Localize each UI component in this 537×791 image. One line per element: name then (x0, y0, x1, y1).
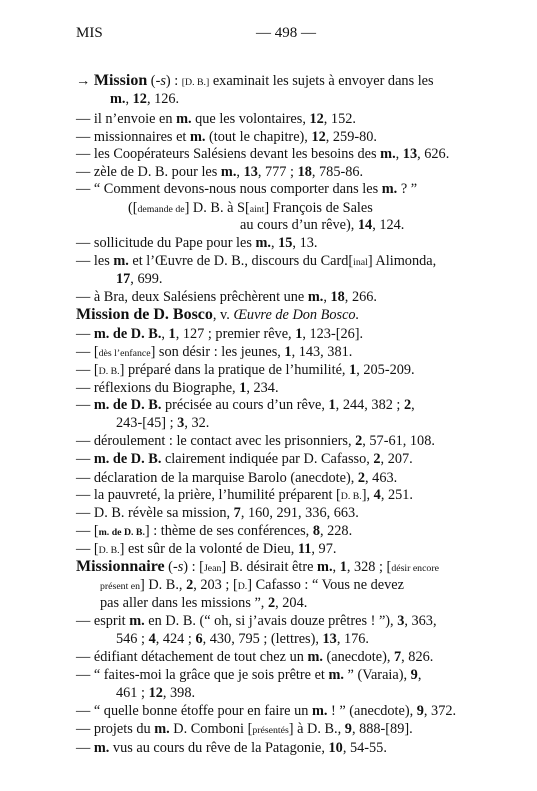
entry-text: 13 (322, 631, 337, 647)
page-number: — 498 — (256, 25, 316, 41)
entry-text: -s (155, 73, 166, 89)
entry-text: ] Alimonda, (367, 253, 437, 269)
entry-text: m. de D. B. (93, 397, 162, 413)
entry-text: ] B. désirait être (221, 559, 318, 575)
entry-dash: — (76, 523, 94, 539)
entry-text: , 777 ; (257, 164, 298, 180)
entry-text: m. (129, 613, 145, 629)
entry-text: 461 ; (116, 685, 149, 701)
entry-text: à Bra, deux Salésiens prêchèrent une (93, 289, 308, 305)
entry-text: ] est sûr de la volonté de Dieu, (119, 541, 298, 557)
entry-line (76, 234, 317, 252)
entry-text: [D. B.] (181, 77, 210, 88)
entry-dash: — (76, 433, 94, 449)
entry-dash: — (76, 541, 94, 557)
entry-text: , (332, 559, 340, 575)
entry-text: et l’Œuvre de D. B., discours du Card[ (128, 253, 354, 269)
entry-text: , (411, 397, 415, 413)
running-head: MIS (76, 25, 103, 41)
entry-line (76, 110, 356, 128)
entry-text: , 204. (275, 595, 308, 611)
entry-text: “ faites-moi la grâce que je sois prêtre et (93, 667, 329, 683)
entry-text: , 826. (401, 649, 434, 665)
entry-text: 1 (295, 326, 303, 342)
entry-text: , 463. (365, 470, 398, 486)
entry-text: ], (361, 487, 374, 503)
entry-line (100, 594, 307, 612)
entry-text: ( (147, 73, 156, 89)
entry-line (110, 90, 179, 108)
entry-text: , 160, 291, 336, 663. (240, 505, 359, 521)
entry-dash: — (76, 235, 94, 251)
entry-dash: — (76, 451, 94, 467)
entry-text: , 152. (323, 111, 356, 127)
entry-dash: — (76, 613, 94, 629)
entry-line (76, 361, 415, 381)
entry-line (76, 540, 336, 560)
entry-text: 1 (349, 362, 357, 378)
entry-text: que les volontaires, (191, 111, 310, 127)
entry-text: m. (380, 146, 396, 162)
entry-dash: — (76, 487, 94, 503)
entry-text: dès l’enfance (98, 348, 151, 359)
entry-text: 18 (330, 289, 345, 305)
entry-text: m. de D. B. (93, 326, 162, 342)
entry-text: , (236, 164, 244, 180)
entry-text: D. B. révèle sa mission, (93, 505, 234, 521)
entry-line (76, 612, 437, 630)
entry-text: 9 (416, 703, 424, 719)
entry-text: 2 (267, 595, 276, 611)
entry-text: missionnaires et (93, 129, 190, 145)
entry-line (76, 396, 415, 414)
entry-text: , 424 ; (155, 631, 196, 647)
entry-text: ? ” (397, 181, 418, 197)
entry-text: , 205-209. (356, 362, 415, 378)
entry-text: Mission (93, 72, 148, 89)
entry-dash: — (76, 397, 94, 413)
entry-text: 1 (168, 326, 176, 342)
entry-text: les (93, 253, 114, 269)
entry-text: 12 (309, 111, 324, 127)
entry-text: précisée au cours d’un rêve, (161, 397, 329, 413)
entry-line (76, 432, 435, 450)
entry-text: “ Comment devons-nous nous comporter dans les (93, 181, 382, 197)
entry-text: 9 (344, 721, 352, 737)
entry-text: déclaration de la marquise Barolo (anecdote), (93, 470, 358, 486)
entry-text: 4 (373, 487, 381, 503)
entry-text: 1 (339, 559, 347, 575)
entry-line (76, 306, 359, 324)
entry-text: , (125, 91, 133, 107)
entry-text: , 266. (344, 289, 377, 305)
entry-line (76, 379, 279, 397)
entry-text: 1 (328, 397, 336, 413)
entry-text: ] François de Sales (264, 200, 373, 216)
entry-text: , 207. (380, 451, 413, 467)
entry-text: , (417, 667, 422, 683)
entry-text: , 259-80. (325, 129, 377, 145)
entry-text: 2 (355, 433, 363, 449)
entry-text: 7 (233, 505, 241, 521)
entry-text: en D. B. (“ oh, si j’avais douze prêtres ! ”), (144, 613, 398, 629)
entry-text: m. (328, 667, 344, 683)
entry-line (116, 270, 162, 288)
entry-line (76, 648, 433, 666)
entry-text: , 372. (423, 703, 457, 719)
entry-text: , 430, 795 ; (lettres), (202, 631, 323, 647)
entry-dash: — (76, 362, 94, 378)
entry-text: Mission de D. Bosco (76, 306, 213, 323)
entry-dash: — (76, 505, 94, 521)
entry-text: m. de D. B. (98, 527, 145, 538)
entry-text: 17 (116, 271, 131, 287)
entry-text: demande de (137, 204, 185, 215)
entry-text: ! ” (anecdote), (327, 703, 417, 719)
entry-text: , 398. (162, 685, 196, 701)
entry-dash: — (76, 703, 94, 719)
entry-text: 2 (357, 470, 366, 486)
entry-text: au cours d’un rêve), (240, 217, 358, 233)
entry-text: , 328 ; [ (346, 559, 392, 575)
entry-text: , 363, (404, 613, 437, 629)
entry-text: réflexions du Biographe, (93, 380, 240, 396)
entry-line (240, 216, 404, 234)
entry-text: , 54-55. (342, 740, 387, 756)
entry-dash: — (76, 111, 94, 127)
entry-line (76, 252, 436, 272)
entry-text: 7 (393, 649, 402, 665)
entry-text: -s (172, 559, 184, 575)
entry-dash: — (76, 344, 94, 360)
entry-text: 3 (177, 415, 185, 431)
entry-line (76, 702, 456, 720)
entry-text: m. (381, 181, 398, 197)
entry-text: [ (93, 523, 99, 539)
entry-text: “ quelle bonne étoffe pour en faire un (93, 703, 312, 719)
entry-text: , 123-[26]. (302, 326, 364, 342)
entry-text: la pauvreté, la prière, l’humilité préparent [ (93, 487, 341, 503)
entry-line (76, 720, 413, 740)
entry-text: , 699. (130, 271, 163, 287)
entry-text: , 32. (184, 415, 210, 431)
entry-text: , 143, 381. (291, 344, 353, 360)
entry-text: , 57-61, 108. (362, 433, 435, 449)
entry-text: , 251. (380, 487, 413, 503)
entry-text: D. (237, 581, 248, 592)
entry-text: 18 (297, 164, 312, 180)
entry-text: clairement indiquée par D. Cafasso, (161, 451, 374, 467)
entry-dash: — (76, 721, 94, 737)
entry-text: aint (249, 204, 265, 215)
entry-text: , 126. (146, 91, 180, 107)
entry-text: m. (307, 289, 324, 305)
entry-text: 12 (148, 685, 163, 701)
entry-text: [ (93, 362, 99, 378)
entry-text: 12 (311, 129, 326, 145)
entry-text: ] D. B. à S[ (184, 200, 250, 216)
entry-text: , 124. (372, 217, 405, 233)
entry-text: , 176. (336, 631, 369, 647)
entry-line (76, 522, 352, 542)
entry-text: , 244, 382 ; (335, 397, 404, 413)
entry-text: ] Cafasso : “ Vous ne devez (247, 577, 404, 593)
entry-line (76, 163, 363, 181)
entry-line (116, 414, 209, 432)
entry-line (76, 343, 352, 363)
entry-text: 11 (297, 541, 312, 557)
entry-text: , 785-86. (311, 164, 364, 180)
entry-line (76, 288, 377, 306)
entry-dash: — (76, 289, 94, 305)
entry-line (76, 450, 413, 468)
entry-text: déroulement : le contact avec les prisonniers, (93, 433, 356, 449)
entry-text: , (161, 326, 169, 342)
entry-text: ) : (165, 73, 182, 89)
entry-text: D. B. (98, 366, 120, 377)
entry-text: 2 (403, 397, 412, 413)
entry-line (76, 145, 449, 163)
entry-text: Missionnaire (76, 558, 165, 575)
entry-text: inal (353, 257, 368, 268)
entry-text: , 13. (292, 235, 318, 251)
entry-text: [ (93, 541, 99, 557)
entry-text: (anecdote), (322, 649, 394, 665)
entry-text: , 97. (311, 541, 337, 557)
entry-line (76, 666, 421, 684)
entry-text: ) : [ (183, 559, 204, 575)
entry-text: ] : thème de ses conférences, (144, 523, 313, 539)
entry-text: , 234. (246, 380, 279, 396)
entry-text: , 127 ; premier rêve, (175, 326, 296, 342)
entry-text: Jean (203, 563, 222, 574)
entry-line (100, 576, 404, 596)
entry-dash: — (76, 146, 94, 162)
entry-text: vus au cours du rêve de la Patagonie, (109, 740, 329, 756)
entry-text: , (323, 289, 331, 305)
entry-text: m. de D. B. (93, 451, 162, 467)
entry-text: pas aller dans les missions ”, (100, 595, 268, 611)
entry-text: m. (255, 235, 271, 251)
entry-text: il n’envoie en (93, 111, 177, 127)
entry-text: ] à D. B., (288, 721, 345, 737)
entry-text: 243-[45] ; (116, 415, 178, 431)
entry-text: zèle de D. B. pour les (93, 164, 221, 180)
entry-text: m. (189, 129, 206, 145)
entry-text: m. (317, 559, 333, 575)
entry-text: 2 (373, 451, 381, 467)
entry-text: 1 (284, 344, 292, 360)
entry-text: 15 (278, 235, 293, 251)
entry-line (76, 558, 439, 578)
entry-dash: — (76, 253, 94, 269)
entry-text: D. B. (340, 491, 362, 502)
entry-text: m. (307, 649, 323, 665)
entry-text: Œuvre de Don Bosco. (233, 307, 360, 323)
entry-text: ] préparé dans la pratique de l’humilité, (119, 362, 350, 378)
entry-text: 13 (402, 146, 418, 162)
entry-line (76, 325, 363, 343)
entry-text: 9 (410, 667, 418, 683)
entry-text: 1 (239, 380, 247, 396)
entry-text: projets du (93, 721, 155, 737)
entry-text: m. (113, 253, 129, 269)
entry-text: les Coopérateurs Salésiens devant les besoins des (93, 146, 381, 162)
entry-text: 3 (397, 613, 405, 629)
entry-dash: — (76, 129, 94, 145)
entry-text: m. (220, 164, 237, 180)
entry-text: , 228. (319, 523, 353, 539)
entry-text: présent en (100, 581, 140, 592)
entry-text: , 203 ; [ (193, 577, 238, 593)
entry-line (76, 128, 377, 146)
entry-dash: — (76, 164, 94, 180)
entry-text: (tout le chapitre), (205, 129, 312, 145)
entry-dash: — (76, 380, 94, 396)
entry-text: 10 (328, 740, 343, 756)
entry-text: ” (Varaia), (343, 667, 411, 683)
entry-text: , (395, 146, 403, 162)
entry-text: ] son désir : les jeunes, (150, 344, 285, 360)
entry-text: 546 ; (116, 631, 149, 647)
entry-dash: — (76, 470, 94, 486)
entry-line (116, 684, 195, 702)
entry-line (76, 180, 417, 198)
entry-text: 4 (148, 631, 156, 647)
entry-line (76, 504, 359, 522)
entry-text: édifiant détachement de tout chez un (93, 649, 308, 665)
entry-text: m. (154, 721, 170, 737)
entry-text: D. B. (98, 545, 120, 556)
entry-text: D. Comboni [ (169, 721, 253, 737)
entry-text: désir encore (391, 563, 439, 574)
entry-text: 6 (195, 631, 203, 647)
entry-dash: — (76, 181, 94, 197)
entry-dash: — (76, 326, 94, 342)
entry-line (116, 630, 369, 648)
entry-text: , v. (212, 307, 234, 323)
entry-text: 2 (186, 577, 194, 593)
entry-text: m. (311, 703, 328, 719)
entry-text: 14 (357, 217, 373, 233)
entry-dash: — (76, 740, 94, 756)
entry-text: présentés (252, 725, 289, 736)
entry-text: , 626. (417, 146, 450, 162)
entry-line (76, 72, 434, 92)
entry-line (76, 486, 413, 506)
entry-text: m. (93, 740, 110, 756)
entry-text: m. (110, 91, 126, 107)
entry-text: , (270, 235, 279, 251)
entry-text: 8 (312, 523, 320, 539)
entry-text: 12 (132, 91, 147, 107)
entry-text: 13 (243, 164, 258, 180)
entry-dash: — (76, 667, 94, 683)
entry-text: , 888-[89]. (351, 721, 413, 737)
entry-text: m. (176, 111, 192, 127)
entry-text: esprit (93, 613, 130, 629)
entry-line (76, 469, 397, 487)
entry-text: [ (93, 344, 99, 360)
entry-dash: → (76, 73, 94, 89)
entry-dash: — (76, 649, 94, 665)
entry-text: ] D. B., (140, 577, 187, 593)
entry-text: examinait les sujets à envoyer dans les (209, 73, 434, 89)
entry-text: ( (164, 559, 173, 575)
entry-text: sollicitude du Pape pour les (93, 235, 256, 251)
entry-line (76, 739, 387, 757)
entry-text: ([ (128, 200, 138, 216)
